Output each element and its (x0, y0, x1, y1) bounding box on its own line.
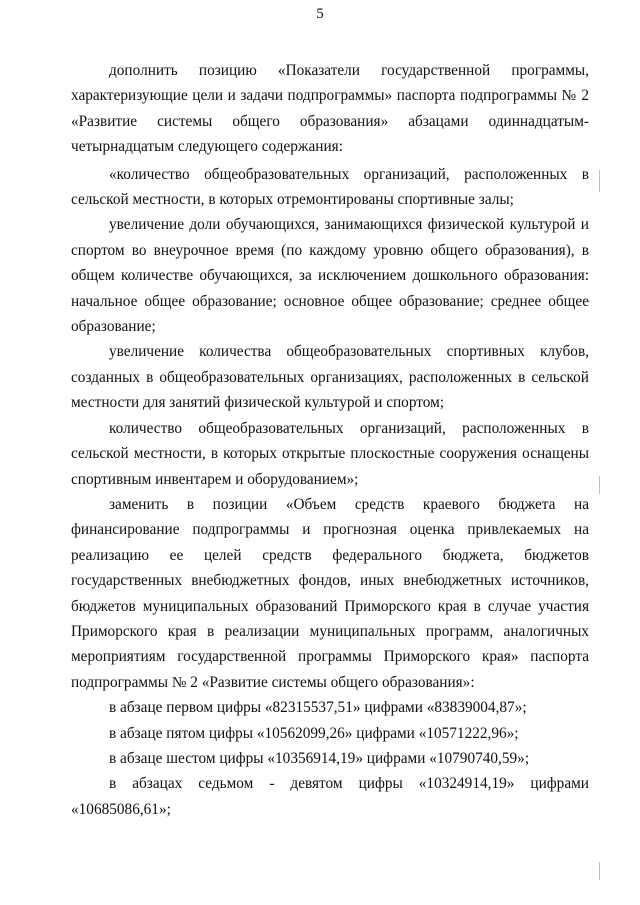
document-body (71, 58, 589, 822)
paragraph-count-outdoor-facilities: количество общеобразовательных организаций, расположенных в сельской местности, в которых открытые плоскостные сооружения оснащены спортивным инвентарем и оборудованием»; (71, 419, 589, 488)
paragraph-amend-indicators: дополнить позицию «Показатели государственной программы, характеризующие цели и задачи подпрограммы» паспорта подпрограммы № 2 «Развитие системы общего образования» абзацами одиннадцатым-четырнадцатым следующего содержания: (71, 62, 589, 156)
paragraph-school-sport-clubs: увеличение количества общеобразовательных спортивных клубов, созданных в общеобразовательных организациях, расположенных в сельской местности для занятий физической культурой и спортом; (71, 343, 589, 412)
scan-edge-mark (599, 476, 600, 494)
paragraph-replace-funding-position: заменить в позиции «Объем средств краевого бюджета на финансирование подпрограммы и прогнозная оценка привлекаемых на реализацию ее целей средств федерального бюджета, бюджетов государственных внебюджетных фондов, иных внебюджетных источников, бюджетов муниципальных образований Приморского края в случае участия Приморского края в реализации муниципальных программ, аналогичных мероприятиям государственной программы Приморского края» паспорта подпрограммы № 2 «Развитие системы общего образования»: (71, 495, 589, 691)
scan-edge-mark (599, 170, 600, 192)
paragraph-first-figures: в абзаце первом цифры «82315537,51» цифрами «83839004,87»; (109, 699, 527, 717)
paragraph-sixth-figures: в абзаце шестом цифры «10356914,19» цифрами «10790740,59»; (109, 749, 530, 767)
scan-edge-mark (599, 862, 600, 880)
paragraph-count-repaired-gyms: «количество общеобразовательных организаций, расположенных в сельской местности, в которых отремонтированы спортивные залы; (71, 165, 589, 209)
paragraph-seventh-ninth-figures: в абзацах седьмом - девятом цифры «10324914,19» цифрами «10685086,61»; (71, 775, 589, 818)
paragraph-fifth-figures: в абзаце пятом цифры «10562099,26» цифрами «10571222,96»; (109, 724, 519, 742)
page-number: 5 (316, 6, 324, 22)
paragraph-share-students-sport: увеличение доли обучающихся, занимающихся физической культурой и спортом во внеурочное время (по каждому уровню общего образования), в общем количестве обучающихся, за исключением дошкольного образования: начальное общее образование; основное общее образование; среднее общее образование; (71, 216, 589, 336)
